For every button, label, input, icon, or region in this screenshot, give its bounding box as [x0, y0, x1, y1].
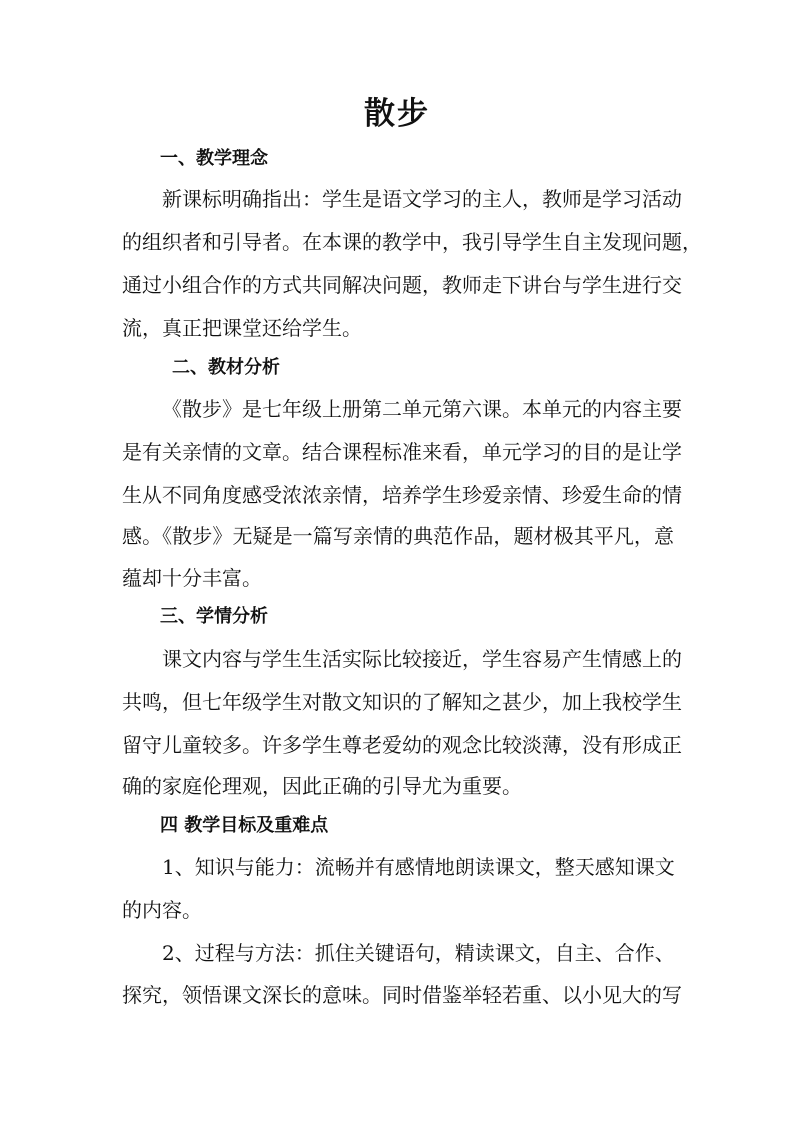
section-heading-teaching-goals: 四 教学目标及重难点 — [160, 815, 329, 836]
paragraph-line: 课文内容与学生生活实际比较接近，学生容易产生情感上的 — [162, 647, 682, 671]
paragraph-line: 通过小组合作的方式共同解决问题，教师走下讲台与学生进行交 — [122, 273, 682, 297]
paragraph-line: 的组织者和引导者。在本课的教学中，我引导学生自主发现问题， — [122, 230, 702, 254]
paragraph-line: 生从不同角度感受浓浓亲情，培养学生珍爱亲情、珍爱生命的情 — [122, 483, 682, 507]
paragraph-line: 探究，领悟课文深长的意味。同时借鉴举轻若重、以小见大的写 — [122, 983, 682, 1007]
paragraph-line: 2、过程与方法：抓住关键语句，精读课文，自主、合作、 — [162, 941, 675, 965]
document-title: 散步 — [364, 96, 430, 132]
paragraph-line: 1、知识与能力：流畅并有感情地朗读课文，整天感知课文 — [162, 855, 675, 879]
section-heading-teaching-philosophy: 一、教学理念 — [160, 148, 268, 169]
paragraph-line: 共鸣，但七年级学生对散文知识的了解知之甚少，加上我校学生 — [122, 690, 682, 714]
section-heading-student-analysis: 三、学情分析 — [160, 606, 268, 627]
section-heading-textbook-analysis: 二、教材分析 — [172, 357, 280, 378]
paragraph-line: 的内容。 — [122, 898, 202, 922]
paragraph-line: 是有关亲情的文章。结合课程标准来看，单元学习的目的是让学 — [122, 440, 682, 464]
paragraph-line: 留守儿童较多。许多学生尊老爱幼的观念比较淡薄，没有形成正 — [122, 733, 682, 757]
paragraph-line: 确的家庭伦理观，因此正确的引导尤为重要。 — [122, 774, 522, 798]
paragraph-line: 《散步》是七年级上册第二单元第六课。本单元的内容主要 — [162, 397, 682, 421]
paragraph-line: 新课标明确指出：学生是语文学习的主人，教师是学习活动 — [162, 187, 682, 211]
paragraph-line: 流，真正把课堂还给学生。 — [122, 316, 362, 340]
paragraph-line: 蕴却十分丰富。 — [122, 566, 262, 590]
paragraph-line: 感。《散步》无疑是一篇写亲情的典范作品，题材极其平凡，意 — [122, 524, 674, 548]
